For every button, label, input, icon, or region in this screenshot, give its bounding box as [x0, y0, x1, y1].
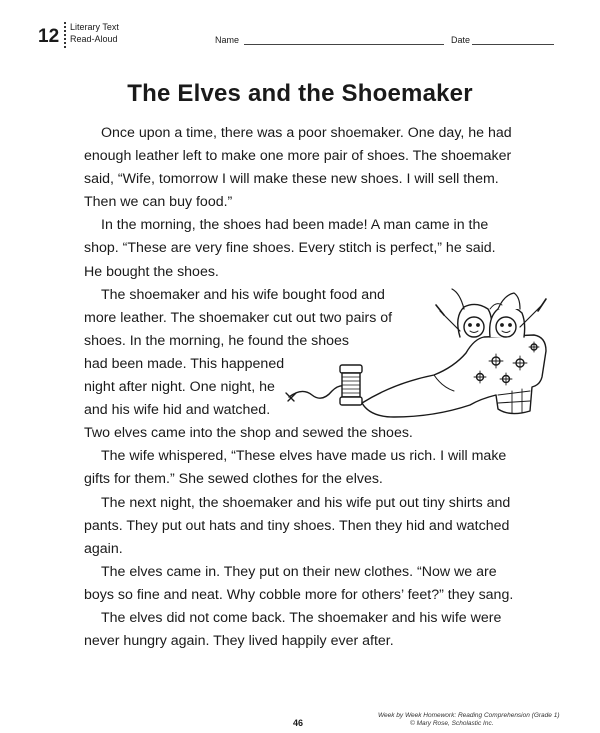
paragraph-7: The elves did not come back. The shoemaker and his wife were never hungry again. They lived happily ever after. — [84, 609, 502, 650]
date-label: Date — [451, 35, 471, 45]
name-field[interactable] — [244, 44, 444, 45]
paragraph-1: Once upon a time, there was a poor shoemaker. One day, he had enough leather left to make one more pair of shoes. The shoemaker said, “Wife, tomorrow I will make these new shoes. I will sell them. Then we can buy food.” — [84, 125, 512, 211]
page-header — [0, 0, 600, 60]
paragraph-2: In the morning, the shoes had been made! A man came in the shop. “These are very fine shoes. Every stitch is perfect,” he said. He bought the shoes. — [84, 217, 496, 280]
section-label-line1: Literary Text — [70, 22, 119, 32]
paragraph-3b: had been made. This happened night after night. One night, he and his wife hid and watched. — [84, 355, 285, 419]
paragraph-5: The next night, the shoemaker and his wife put out tiny shirts and pants. They put out hats and tiny shoes. Then they hid and watched again. — [84, 494, 511, 557]
elves-in-shoe-illustration — [284, 287, 554, 432]
header-page-number: 12 — [38, 26, 60, 47]
header-divider — [64, 22, 66, 48]
name-label: Name — [215, 35, 240, 45]
footer-credit-line2: © Mary Rose, Scholastic Inc. — [410, 720, 494, 727]
paragraph-3a: The shoemaker and his wife bought food and more leather. The shoemaker cut out two pairs of shoes. In the morning, he found the shoes — [84, 286, 393, 349]
date-field[interactable] — [472, 44, 554, 45]
paragraph-4: The wife whispered, “These elves have made us rich. I will make gifts for them.” She sewed clothes for the elves. — [84, 448, 507, 488]
footer-credit — [378, 712, 559, 728]
section-label — [70, 21, 119, 45]
footer-credit-line1: Week by Week Homework: Reading Comprehension (Grade 1) — [378, 712, 560, 719]
paragraph-3c: Two elves came into the shop and sewed the shoes. — [84, 425, 413, 442]
footer-page-number: 46 — [293, 718, 304, 728]
paragraph-6: The elves came in. They put on their new clothes. “Now we are boys so fine and neat. Why cobble more for others’ feet?” they sang. — [84, 563, 514, 603]
section-label-line2: Read-Aloud — [70, 34, 118, 44]
story-title: The Elves and the Shoemaker — [127, 80, 473, 107]
